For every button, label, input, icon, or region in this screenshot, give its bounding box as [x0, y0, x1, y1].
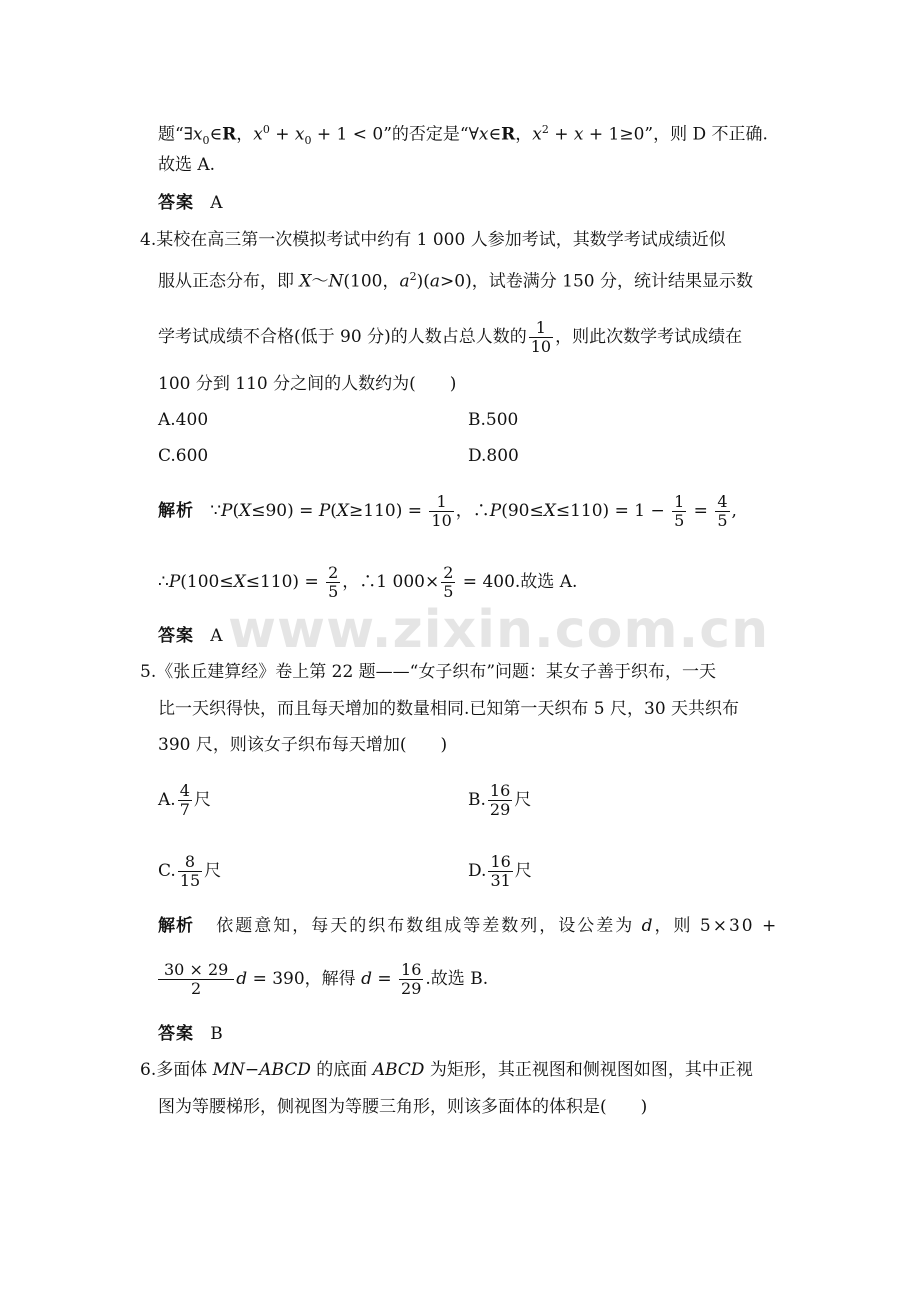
q5-option-c: C. $\frac{8}{15}$ 尺: [158, 852, 222, 890]
answer-label: 答案: [158, 626, 194, 646]
q5-line-3: 390 尺，则该女子织布每天增加( ): [158, 735, 448, 755]
q5-solution-line-2: $\frac{30 \times 29}{2}$ d = 390，解得 d = $\frac{16}{29}$ .故选 B.: [156, 956, 488, 1002]
fraction: $\frac{4}{5}$: [717, 492, 728, 530]
q4-option-c: C.600: [158, 446, 209, 466]
q6-line-1: 6.多面体 MN−ABCD 的底面 ABCD 为矩形，其正视图和侧视图如图，其中正视: [140, 1060, 753, 1080]
answer-value: B: [210, 1024, 223, 1044]
q3-tail-line-1: 题“$\exists x_0\in R$，$x^0 + x_0 + 1 < 0$”的否定是“∀x∈R，$x^2 + x + 1\ge 0$”，则 D 不正确.: [158, 123, 768, 148]
answer-label: 答案: [158, 193, 194, 213]
fraction: $\frac{30 \times 29}{2}$: [158, 961, 234, 997]
answer-value: A: [210, 193, 223, 213]
q4-answer: [158, 624, 223, 648]
q5-option-a: A. $\frac{4}{7}$ 尺: [158, 781, 211, 819]
fraction: $\frac{2}{5}$: [443, 563, 454, 601]
fraction: $\frac{16}{31}$: [490, 852, 511, 890]
q4-option-d: D.800: [468, 446, 519, 466]
q4-line-4: 100 分到 110 分之间的人数约为( ): [158, 374, 457, 394]
q4-solution-line-1: 解析 ∵P(X≤90) = P(X≥110) = $\frac{1}{10}$ ，∴P(90≤X≤110) = 1 − $\frac{1}{5}$ = $\frac{4}{5}$ ,: [158, 492, 737, 530]
q5-option-d: D. $\frac{16}{31}$ 尺: [468, 852, 532, 890]
watermark: www.zixin.com.cn: [228, 600, 770, 660]
q4-option-a: A.400: [158, 410, 209, 430]
fraction: $\frac{2}{5}$: [328, 563, 339, 601]
fraction: $\frac{1}{10}$: [431, 492, 452, 530]
q6-line-2: 图为等腰梯形，侧视图为等腰三角形，则该多面体的体积是( ): [158, 1097, 648, 1117]
q3-answer: [158, 191, 223, 215]
fraction: $\frac{16}{29}$: [489, 781, 511, 819]
q4-solution-line-2: ∴P(100≤X≤110) = $\frac{2}{5}$ ，∴1 000× $\frac{2}{5}$ = 400.故选 A.: [158, 563, 578, 601]
q4-line-1: 4.某校在高三第一次模拟考试中约有 1 000 人参加考试，其数学考试成绩近似: [140, 230, 726, 250]
answer-value: A: [210, 626, 223, 646]
q3-tail-line-2: 故选 A.: [158, 155, 216, 175]
fraction: $\frac{1}{10}$: [530, 318, 552, 356]
q4-option-b: B.500: [468, 410, 519, 430]
fraction: $\frac{16}{29}$: [401, 960, 422, 998]
q4-line-3: 学考试成绩不合格(低于 90 分)的人数占总人数的 $\frac{1}{10}$ ，则此次数学考试成绩在: [158, 318, 743, 356]
q5-line-1: 5.《张丘建算经》卷上第 22 题——“女子织布”问题：某女子善于织布，一天: [140, 662, 717, 682]
fraction: $\frac{8}{15}$: [179, 852, 201, 890]
q5-solution-line-1: 解析 依题意知，每天的织布数组成等差数列，设公差为 d，则 5×30 +: [158, 916, 779, 936]
q5-answer: [158, 1022, 223, 1046]
analysis-label: 解析: [158, 916, 194, 936]
q4-line-2: 服从正态分布，即 X～N(100，$a^2)(a>0)$，试卷满分 150 分，统计结果显示数: [158, 270, 753, 292]
fraction: $\frac{1}{5}$: [674, 492, 685, 530]
q5-option-b: B. $\frac{16}{29}$ 尺: [468, 781, 532, 819]
analysis-label: 解析: [158, 501, 194, 521]
q5-line-2: 比一天织得快，而且每天增加的数量相同.已知第一天织布 5 尺，30 天共织布: [158, 699, 740, 719]
answer-label: 答案: [158, 1024, 194, 1044]
fraction: $\frac{4}{7}$: [179, 781, 190, 819]
